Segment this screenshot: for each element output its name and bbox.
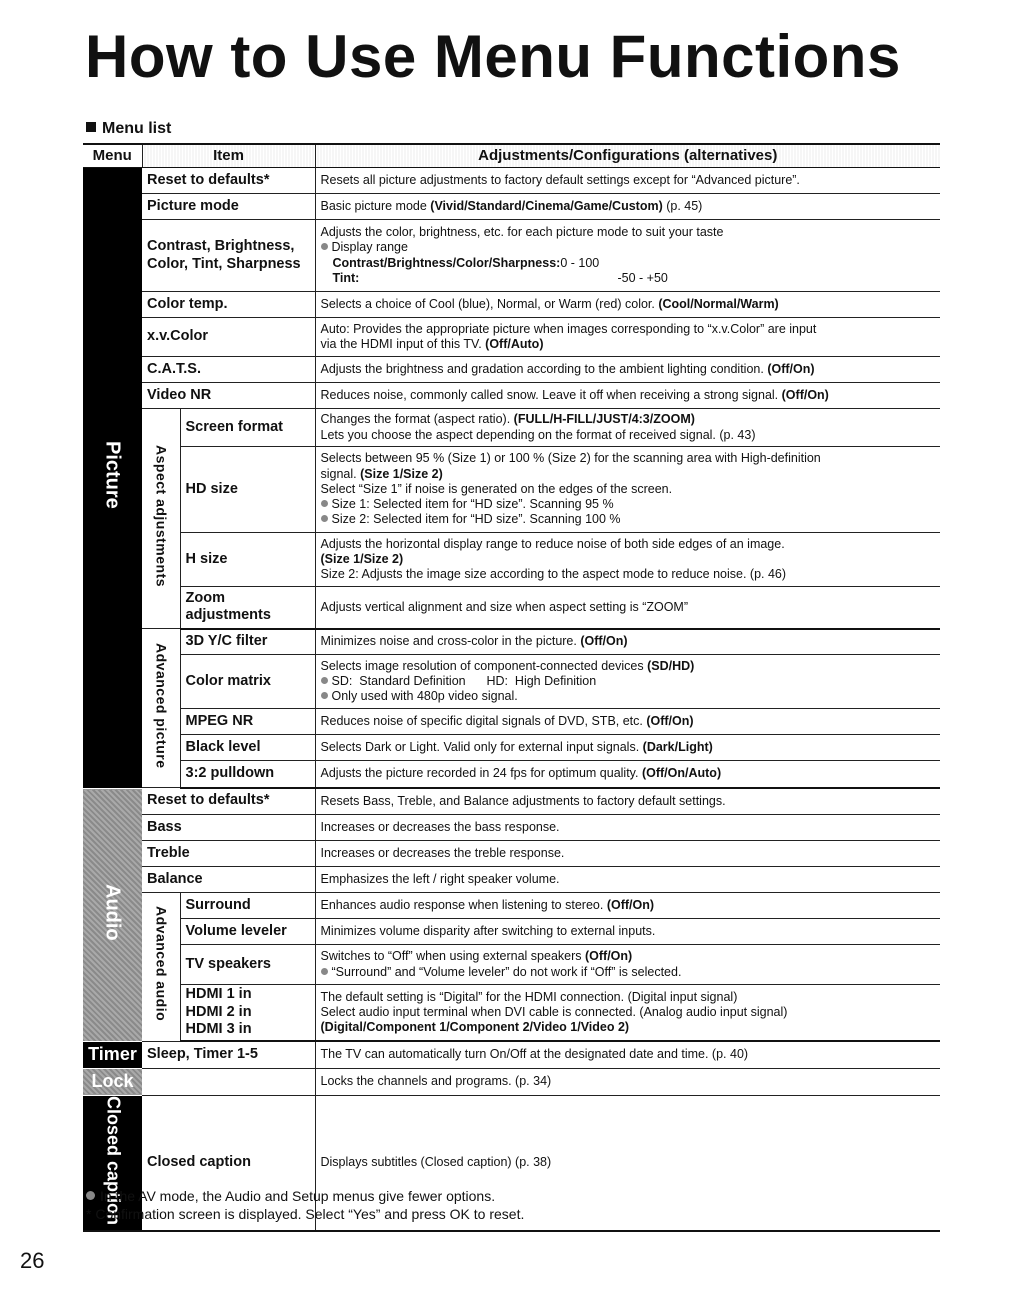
bullet-icon bbox=[321, 692, 328, 699]
desc-surround: Enhances audio response when listening to stereo. (Off/On) bbox=[315, 893, 940, 919]
desc-h-size: Adjusts the horizontal display range to reduce noise of both side edges of an image. (Size 1/Size 2) Size 2: Adjusts the image size according to the aspect mode to reduce noise. (p. 46) bbox=[315, 533, 940, 587]
square-bullet-icon bbox=[86, 122, 96, 132]
table-row bbox=[83, 447, 940, 533]
item-balance: Balance bbox=[142, 867, 315, 893]
table-row bbox=[83, 629, 940, 655]
desc-picture-mode: Basic picture mode (Vivid/Standard/Cinema/Game/Custom) (p. 45) bbox=[315, 194, 940, 220]
table-row bbox=[83, 1068, 940, 1095]
desc-hdmi: The default setting is “Digital” for the HDMI connection. (Digital input signal) Select audio input terminal when DVI cable is connected. (Analog audio input signal) (Digital/Component 1/Component 2/Video 1/Video 2) bbox=[315, 985, 940, 1042]
item-picture-mode: Picture mode bbox=[142, 194, 315, 220]
desc-color-matrix: Selects image resolution of component-connected devices (SD/HD) SD: Standard Definition HD: High Definition Only used with 480p video signal. bbox=[315, 655, 940, 709]
section-title bbox=[86, 120, 171, 138]
item-treble: Treble bbox=[142, 841, 315, 867]
table-row bbox=[83, 709, 940, 735]
desc-closed-caption: Displays subtitles (Closed caption) (p. 38) bbox=[315, 1095, 940, 1231]
subgroup-adv-picture bbox=[142, 629, 180, 788]
subgroup-adv-audio bbox=[142, 893, 180, 1042]
item-color-temp: Color temp. bbox=[142, 292, 315, 318]
subgroup-aspect bbox=[142, 409, 180, 629]
table-row bbox=[83, 168, 940, 194]
subgroup-aspect-label: Aspect adjustments bbox=[153, 444, 170, 587]
item-black-level: Black level bbox=[180, 735, 315, 761]
table-row bbox=[83, 533, 940, 587]
table-row bbox=[83, 587, 940, 629]
item-bass: Bass bbox=[142, 815, 315, 841]
table-row bbox=[83, 761, 940, 788]
table-row bbox=[83, 735, 940, 761]
desc-reset-picture: Resets all picture adjustments to factory default settings except for “Advanced picture”. bbox=[315, 168, 940, 194]
menu-lock bbox=[83, 1068, 142, 1095]
bullet-icon bbox=[321, 500, 328, 507]
page-title: How to Use Menu Functions bbox=[85, 23, 901, 90]
desc-pulldown: Adjusts the picture recorded in 24 fps for optimum quality. (Off/On/Auto) bbox=[315, 761, 940, 788]
menu-list-table bbox=[83, 143, 940, 1232]
item-video-nr: Video NR bbox=[142, 383, 315, 409]
table-row bbox=[83, 815, 940, 841]
table-row bbox=[83, 867, 940, 893]
table-row bbox=[83, 893, 940, 919]
item-sleep: Sleep, Timer 1-5 bbox=[142, 1041, 315, 1068]
desc-hd-size: Selects between 95 % (Size 1) or 100 % (Size 2) for the scanning area with High-definition signal. (Size 1/Size 2) Select “Size 1” if noise is generated on the edges of the screen. Size 1: Selected item for “HD size”. Scanning 95 % Size 2: Selected item for “HD size”. Scanning 100 % bbox=[315, 447, 940, 533]
table-header-row bbox=[83, 144, 940, 168]
desc-video-nr: Reduces noise, commonly called snow. Leave it off when receiving a strong signal. (Off/On) bbox=[315, 383, 940, 409]
desc-yc-filter: Minimizes noise and cross-color in the picture. (Off/On) bbox=[315, 629, 940, 655]
item-reset-picture: Reset to defaults* bbox=[142, 168, 315, 194]
desc-sleep: The TV can automatically turn On/Off at the designated date and time. (p. 40) bbox=[315, 1041, 940, 1068]
header-item: Item bbox=[142, 144, 315, 168]
header-adjustments: Adjustments/Configurations (alternatives) bbox=[315, 144, 940, 168]
desc-black-level: Selects Dark or Light. Valid only for external input signals. (Dark/Light) bbox=[315, 735, 940, 761]
desc-reset-audio: Resets Bass, Treble, and Balance adjustments to factory default settings. bbox=[315, 789, 940, 815]
desc-mpeg-nr: Reduces noise of specific digital signals of DVD, STB, etc. (Off/On) bbox=[315, 709, 940, 735]
desc-treble: Increases or decreases the treble response. bbox=[315, 841, 940, 867]
desc-bass: Increases or decreases the bass response. bbox=[315, 815, 940, 841]
menu-audio-label: Audio bbox=[101, 883, 124, 941]
subgroup-adv-picture-label: Advanced picture bbox=[153, 642, 170, 768]
item-color-matrix: Color matrix bbox=[180, 655, 315, 709]
item-h-size: H size bbox=[180, 533, 315, 587]
section-title-text: Menu list bbox=[102, 120, 172, 137]
note-av-mode: In the AV mode, the Audio and Setup menus give fewer options. bbox=[100, 1188, 496, 1204]
table-row bbox=[83, 789, 940, 815]
footnotes bbox=[86, 1187, 524, 1223]
menu-closed-caption-label: Closed caption bbox=[103, 1095, 124, 1225]
desc-cats: Adjusts the brightness and gradation according to the ambient lighting condition. (Off/On) bbox=[315, 357, 940, 383]
table-row bbox=[83, 409, 940, 447]
bullet-icon bbox=[86, 1191, 95, 1200]
menu-timer bbox=[83, 1041, 142, 1068]
table-row bbox=[83, 841, 940, 867]
desc-zoom: Adjusts vertical alignment and size when aspect setting is “ZOOM” bbox=[315, 587, 940, 629]
item-screen-format: Screen format bbox=[180, 409, 315, 447]
item-lock bbox=[142, 1068, 315, 1095]
menu-audio bbox=[83, 789, 142, 1042]
item-closed-caption: Closed caption bbox=[142, 1095, 315, 1231]
desc-screen-format: Changes the format (aspect ratio). (FULL/H-FILL/JUST/4:3/ZOOM) Lets you choose the aspect depending on the format of received signal. (p. 43) bbox=[315, 409, 940, 447]
desc-balance: Emphasizes the left / right speaker volume. bbox=[315, 867, 940, 893]
bullet-icon bbox=[321, 968, 328, 975]
table-row bbox=[83, 985, 940, 1042]
menu-lock-label: Lock bbox=[91, 1070, 134, 1091]
table-row bbox=[83, 919, 940, 945]
desc-lock: Locks the channels and programs. (p. 34) bbox=[315, 1068, 940, 1095]
desc-tv-speakers: Switches to “Off” when using external speakers (Off/On) “Surround” and “Volume leveler” do not work if “Off” is selected. bbox=[315, 945, 940, 985]
item-hd-size: HD size bbox=[180, 447, 315, 533]
item-cats: C.A.T.S. bbox=[142, 357, 315, 383]
desc-contrast: Adjusts the color, brightness, etc. for each picture mode to suit your taste Display range Contrast/Brightness/Color/Sharpness:0 - 100 Tint: -50 - +50 bbox=[315, 220, 940, 292]
header-menu: Menu bbox=[83, 144, 142, 168]
note-confirmation: * Confirmation screen is displayed. Select “Yes” and press OK to reset. bbox=[86, 1206, 525, 1223]
item-yc-filter: 3D Y/C filter bbox=[180, 629, 315, 655]
subgroup-adv-audio-label: Advanced audio bbox=[153, 906, 170, 1022]
table-row bbox=[83, 655, 940, 709]
desc-xvcolor: Auto: Provides the appropriate picture when images corresponding to “x.v.Color” are input via the HDMI input of this TV. (Off/Auto) bbox=[315, 318, 940, 357]
item-tv-speakers: TV speakers bbox=[180, 945, 315, 985]
table-row bbox=[83, 194, 940, 220]
item-volume-leveler: Volume leveler bbox=[180, 919, 315, 945]
item-xvcolor: x.v.Color bbox=[142, 318, 315, 357]
table-row bbox=[83, 357, 940, 383]
desc-volume-leveler: Minimizes volume disparity after switching to external inputs. bbox=[315, 919, 940, 945]
item-zoom: Zoom adjustments bbox=[180, 587, 315, 629]
menu-timer-label: Timer bbox=[88, 1043, 137, 1064]
desc-color-temp: Selects a choice of Cool (blue), Normal, or Warm (red) color. (Cool/Normal/Warm) bbox=[315, 292, 940, 318]
table-row bbox=[83, 220, 940, 292]
bullet-icon bbox=[321, 515, 328, 522]
item-reset-audio: Reset to defaults* bbox=[142, 789, 315, 815]
item-pulldown: 3:2 pulldown bbox=[180, 761, 315, 788]
item-mpeg-nr: MPEG NR bbox=[180, 709, 315, 735]
table-row bbox=[83, 945, 940, 985]
table-row bbox=[83, 1041, 940, 1068]
table-row bbox=[83, 318, 940, 357]
item-contrast: Contrast, Brightness, Color, Tint, Sharpness bbox=[142, 220, 315, 292]
menu-picture-label: Picture bbox=[101, 441, 124, 510]
menu-picture bbox=[83, 168, 142, 789]
table-row bbox=[83, 383, 940, 409]
table-row bbox=[83, 292, 940, 318]
page-number: 26 bbox=[20, 1248, 45, 1273]
item-surround: Surround bbox=[180, 893, 315, 919]
bullet-icon bbox=[321, 677, 328, 684]
item-hdmi: HDMI 1 in HDMI 2 in HDMI 3 in bbox=[180, 985, 315, 1042]
bullet-icon bbox=[321, 243, 328, 250]
